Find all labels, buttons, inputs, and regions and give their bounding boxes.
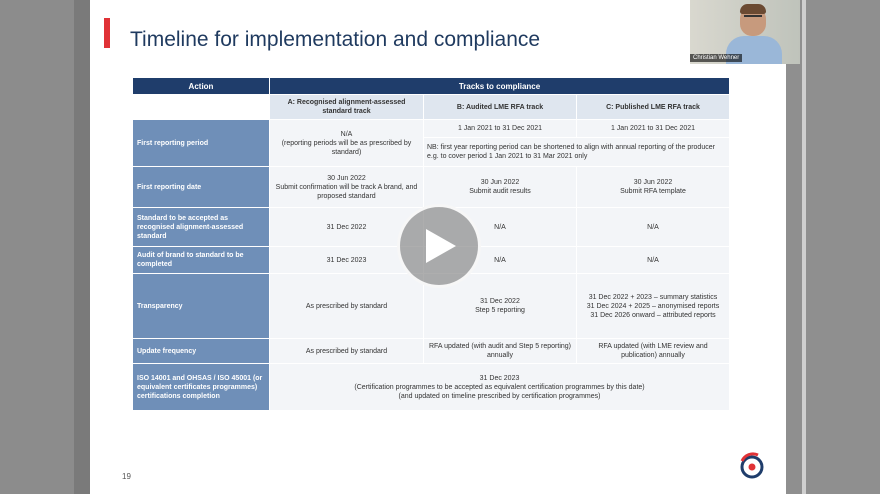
row-label-first-reporting-date: First reporting date — [133, 167, 270, 208]
cell-first-period-c: 1 Jan 2021 to 31 Dec 2021 — [577, 120, 730, 138]
right-frame — [786, 0, 880, 494]
cell-standard-a: 31 Dec 2022 — [270, 208, 424, 247]
subheader-blank — [133, 95, 270, 120]
cell-audit-a: 31 Dec 2023 — [270, 247, 424, 274]
cell-first-period-note: NB: first year reporting period can be shortened to align with annual reporting of the producer e.g. to cover period 1 Jan 2021 to 31 Mar 2021 only — [424, 138, 730, 167]
row-label-transparency: Transparency — [133, 274, 270, 339]
row-label-first-reporting-period: First reporting period — [133, 120, 270, 167]
cell-first-period-a: N/A (reporting periods will be as prescribed by standard) — [270, 120, 424, 167]
right-frame-divider — [802, 0, 806, 494]
header-tracks: Tracks to compliance — [270, 78, 730, 95]
cell-transparency-b: 31 Dec 2022 Step 5 reporting — [424, 274, 577, 339]
cell-first-date-b: 30 Jun 2022 Submit audit results — [424, 167, 577, 208]
cell-audit-c: N/A — [577, 247, 730, 274]
lme-logo-icon — [738, 452, 766, 480]
row-label-update-frequency: Update frequency — [133, 339, 270, 364]
presenter-hair — [740, 4, 766, 14]
row-label-standard-accepted: Standard to be accepted as recognised alignment-assessed standard — [133, 208, 270, 247]
subheader-track-b: B: Audited LME RFA track — [424, 95, 577, 120]
cell-standard-b: N/A — [424, 208, 577, 247]
subheader-track-a: A: Recognised alignment-assessed standard track — [270, 95, 424, 120]
play-button[interactable] — [397, 204, 481, 288]
cell-iso-value: 31 Dec 2023 (Certification programmes to be accepted as equivalent certification programmes by this date) (and updated on timeline prescribed by certification programmes) — [270, 364, 730, 411]
cell-transparency-a: As prescribed by standard — [270, 274, 424, 339]
row-label-audit-completed: Audit of brand to standard to be completed — [133, 247, 270, 274]
presenter-glasses — [744, 15, 762, 21]
slide-title: Timeline for implementation and compliance — [130, 28, 541, 51]
cell-standard-c: N/A — [577, 208, 730, 247]
webcam-video — [690, 0, 800, 64]
cell-transparency-c: 31 Dec 2022 + 2023 – summary statistics 31 Dec 2024 + 2025 – anonymised reports 31 Dec 2026 onward – attributed reports — [577, 274, 730, 339]
title-accent-bar — [104, 18, 110, 48]
cell-first-date-a: 30 Jun 2022 Submit confirmation will be track A brand, and proposed standard — [270, 167, 424, 208]
cell-first-date-c: 30 Jun 2022 Submit RFA template — [577, 167, 730, 208]
header-action: Action — [133, 78, 270, 95]
cell-update-b: RFA updated (with audit and Step 5 reporting) annually — [424, 339, 577, 364]
cell-first-period-b: 1 Jan 2021 to 31 Dec 2021 — [424, 120, 577, 138]
play-icon — [424, 227, 458, 265]
cell-update-a: As prescribed by standard — [270, 339, 424, 364]
cell-update-c: RFA updated (with LME review and publication) annually — [577, 339, 730, 364]
left-frame-strip — [74, 0, 90, 494]
row-label-iso-certifications: ISO 14001 and OHSAS / ISO 45001 (or equivalent certificates programmes) certifications completion — [133, 364, 270, 411]
webcam-name-label: Christian Wehner — [690, 54, 742, 62]
cell-audit-b: N/A — [424, 247, 577, 274]
subheader-track-c: C: Published LME RFA track — [577, 95, 730, 120]
left-frame — [0, 0, 90, 494]
slide-number: 19 — [122, 472, 131, 481]
